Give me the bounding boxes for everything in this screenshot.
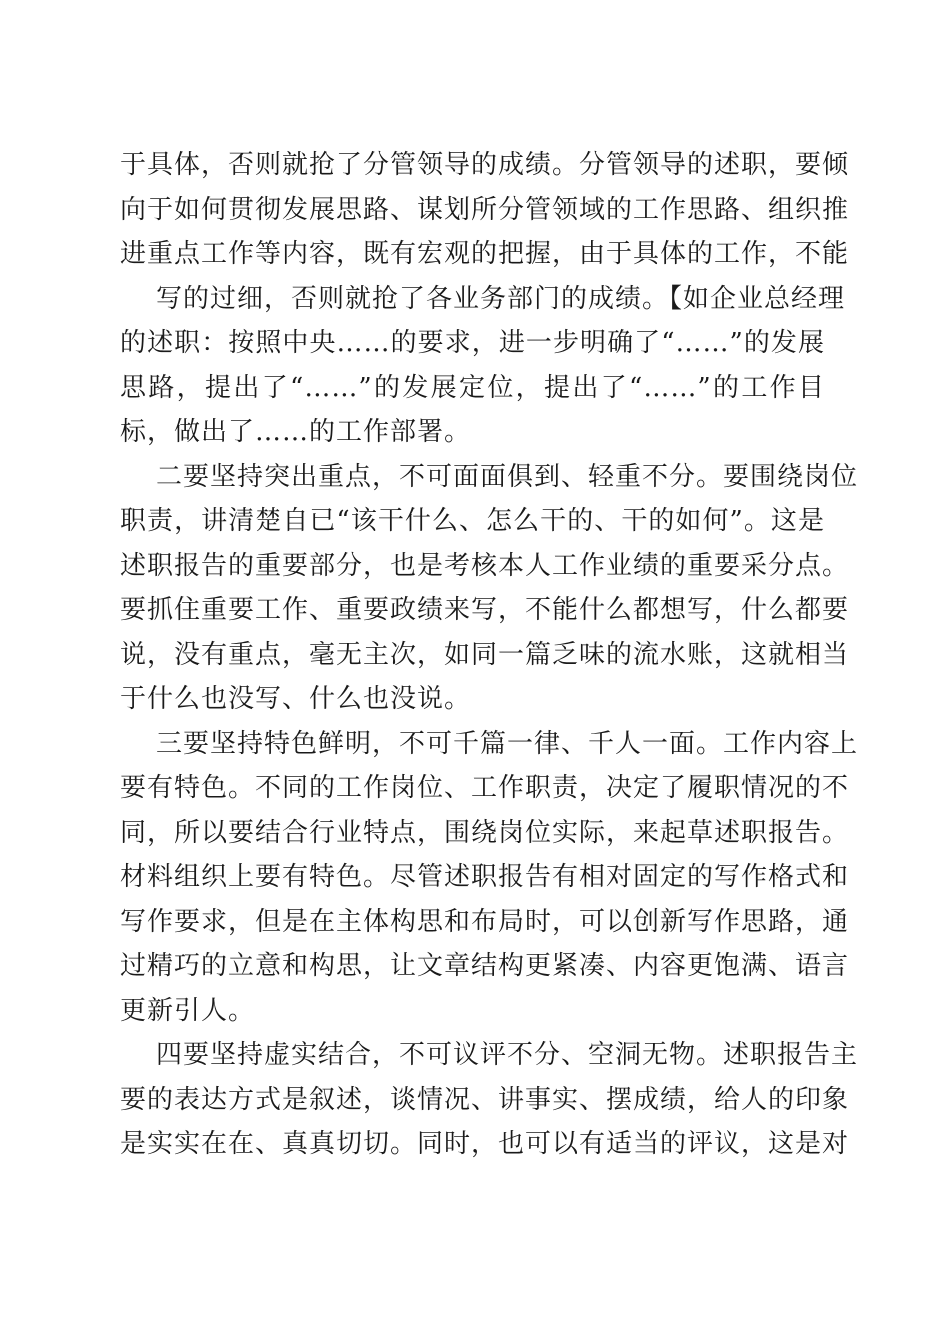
text-line: 写的过细，否则就抢了各业务部门的成绩。【如企业总经理 [156, 283, 846, 314]
paragraph-3 [120, 455, 859, 722]
text-line: 于什么也没写、什么也没说。 [120, 684, 472, 714]
text-line: 更新引人。 [120, 995, 256, 1026]
text-line: 职责，讲清楚自已“该干什么、怎么干的、干的如何”。这是 [120, 506, 825, 536]
paragraph-2 [120, 277, 846, 455]
text-line: 同，所以要结合行业特点，围绕岗位实际，来起草述职报告。 [120, 817, 850, 848]
text-line: 标，做出了……的工作部署。 [120, 417, 472, 447]
text-line: 述职报告的重要部分，也是考核本人工作业绩的重要采分点。 [120, 550, 850, 581]
paragraph-1 [120, 143, 850, 277]
text-line: 材料组织上要有特色。尽管述职报告有相对固定的写作格式和 [120, 862, 850, 892]
text-line: 进重点工作等内容，既有宏观的把握，由于具体的工作，不能 [120, 239, 850, 269]
text-line: 要抓住重要工作、重要政绩来写，不能什么都想写，什么都要 [120, 595, 850, 625]
text-line: 要有特色。不同的工作岗位、工作职责，决定了履职情况的不 [120, 773, 850, 803]
text-line: 思路，提出了“……”的发展定位，提出了“……”的工作目 [120, 372, 825, 403]
document-page [120, 143, 859, 1167]
text-line: 二要坚持突出重点，不可面面俱到、轻重不分。要围绕岗位 [156, 461, 859, 492]
text-line: 的述职：按照中央……的要求，进一步明确了“……”的发展 [120, 328, 825, 358]
text-line: 是实实在在、真真切切。同时，也可以有适当的评议，这是对 [120, 1129, 850, 1159]
text-line: 写作要求，但是在主体构思和布局时，可以创新写作思路，通 [120, 906, 850, 937]
text-line: 三要坚持特色鲜明，不可千篇一律、千人一面。工作内容上 [156, 728, 859, 759]
text-line: 要的表达方式是叙述，谈情况、讲事实、摆成绩，给人的印象 [120, 1084, 850, 1115]
text-line: 说，没有重点，毫无主次，如同一篇乏味的流水账，这就相当 [120, 639, 850, 670]
text-line: 向于如何贯彻发展思路、谋划所分管领域的工作思路、组织推 [120, 194, 850, 225]
text-line: 过精巧的立意和构思，让文章结构更紧凑、内容更饱满、语言 [120, 951, 850, 981]
paragraph-4 [120, 722, 859, 1034]
text-line: 四要坚持虚实结合，不可议评不分、空洞无物。述职报告主 [156, 1040, 859, 1070]
text-line: 于具体，否则就抢了分管领导的成绩。分管领导的述职，要倾 [120, 150, 850, 180]
paragraph-5 [120, 1033, 859, 1167]
